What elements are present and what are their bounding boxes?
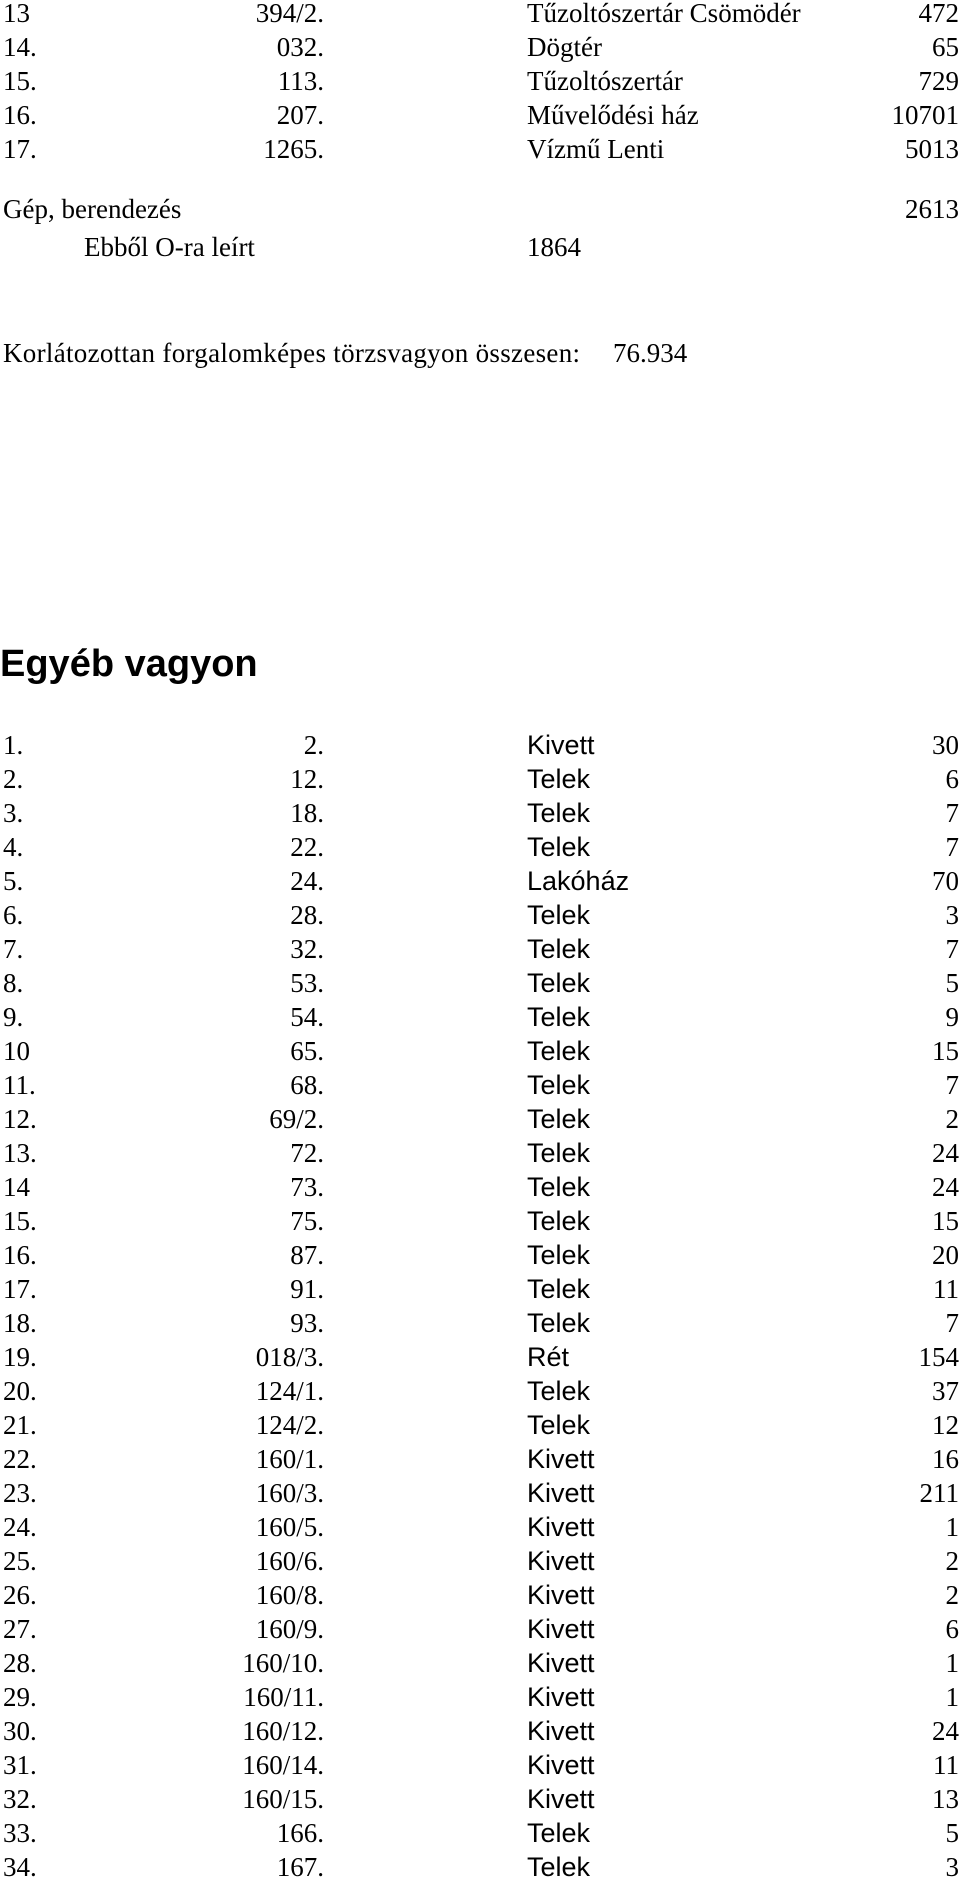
- table-row: [0, 98, 960, 132]
- description: Tűzoltószertár Csömödér: [527, 0, 801, 28]
- description: Telek: [527, 1376, 591, 1406]
- row-number: 10: [3, 1036, 30, 1066]
- value: 15: [932, 1036, 959, 1066]
- row-number: 33.: [3, 1818, 37, 1848]
- description: Rét: [527, 1342, 570, 1372]
- row-number: 27.: [3, 1614, 37, 1644]
- lot-number: 87.: [290, 1240, 324, 1270]
- value: 37: [932, 1376, 959, 1406]
- row-number: 17.: [3, 134, 37, 164]
- description: Kivett: [527, 1784, 595, 1814]
- description: Telek: [527, 1274, 591, 1304]
- table-row: [0, 1748, 960, 1782]
- table-row: [0, 1578, 960, 1612]
- value: 1: [945, 1512, 959, 1542]
- description: Telek: [527, 1002, 591, 1032]
- table-row: [0, 898, 960, 932]
- value: 11: [933, 1750, 959, 1780]
- written-off-value: 1864: [527, 232, 581, 262]
- description: Telek: [527, 1172, 591, 1202]
- description: Telek: [527, 900, 591, 930]
- description: Telek: [527, 934, 591, 964]
- description: Vízmű Lenti: [527, 134, 665, 164]
- table-row: [0, 1850, 960, 1884]
- row-number: 4.: [3, 832, 24, 862]
- table-row: [0, 1340, 960, 1374]
- lot-number: 160/1.: [255, 1444, 324, 1474]
- lot-number: 160/14.: [242, 1750, 324, 1780]
- row-number: 6.: [3, 900, 24, 930]
- lot-number: 124/2.: [255, 1410, 324, 1440]
- description: Telek: [527, 1308, 591, 1338]
- lot-number: 160/5.: [255, 1512, 324, 1542]
- description: Telek: [527, 1070, 591, 1100]
- row-number: 15.: [3, 1206, 37, 1236]
- value: 154: [918, 1342, 959, 1372]
- description: Kivett: [527, 1546, 595, 1576]
- value: 2: [945, 1546, 959, 1576]
- lot-number: 1265.: [263, 134, 324, 164]
- value: 6: [945, 1614, 959, 1644]
- row-number: 12.: [3, 1104, 37, 1134]
- lot-number: 160/9.: [255, 1614, 324, 1644]
- lot-number: 28.: [290, 900, 324, 930]
- value: 472: [918, 0, 959, 28]
- description: Kivett: [527, 1648, 595, 1678]
- value: 2: [945, 1104, 959, 1134]
- table-row: [0, 728, 960, 762]
- row-number: 34.: [3, 1852, 37, 1882]
- lot-number: 160/3.: [255, 1478, 324, 1508]
- value: 30: [932, 730, 959, 760]
- table-row: [0, 864, 960, 898]
- value: 7: [945, 1070, 959, 1100]
- value: 70: [932, 866, 959, 896]
- table-row: [0, 830, 960, 864]
- lot-number: 53.: [290, 968, 324, 998]
- table-row: [0, 966, 960, 1000]
- lot-number: 160/15.: [242, 1784, 324, 1814]
- value: 65: [932, 32, 959, 62]
- row-number: 15.: [3, 66, 37, 96]
- lot-number: 32.: [290, 934, 324, 964]
- lot-number: 65.: [290, 1036, 324, 1066]
- description: Telek: [527, 1206, 591, 1236]
- description: Telek: [527, 1036, 591, 1066]
- table-row: [0, 1000, 960, 1034]
- value: 7: [945, 1308, 959, 1338]
- table-row: [0, 762, 960, 796]
- lot-number: 018/3.: [255, 1342, 324, 1372]
- row-number: 24.: [3, 1512, 37, 1542]
- value: 3: [945, 1852, 959, 1882]
- table-row: [0, 1714, 960, 1748]
- value: 24: [932, 1172, 959, 1202]
- value: 24: [932, 1716, 959, 1746]
- description: Lakóház: [527, 866, 630, 896]
- row-number: 32.: [3, 1784, 37, 1814]
- table-row: [0, 1204, 960, 1238]
- row-number: 5.: [3, 866, 24, 896]
- machines-value: 2613: [905, 194, 959, 224]
- lot-number: 032.: [276, 32, 324, 62]
- row-number: 28.: [3, 1648, 37, 1678]
- description: Kivett: [527, 1614, 595, 1644]
- row-number: 7.: [3, 934, 24, 964]
- table-row: [0, 1068, 960, 1102]
- table-row: [0, 1544, 960, 1578]
- machines-label: Gép, berendezés: [3, 194, 182, 224]
- table-row: [0, 932, 960, 966]
- value: 1: [945, 1648, 959, 1678]
- row-number: 2.: [3, 764, 24, 794]
- lot-number: 160/11.: [243, 1682, 324, 1712]
- row-number: 23.: [3, 1478, 37, 1508]
- row-number: 9.: [3, 1002, 24, 1032]
- table-row: [0, 1476, 960, 1510]
- value: 5: [945, 968, 959, 998]
- row-number: 14: [3, 1172, 30, 1202]
- table-row: [0, 1782, 960, 1816]
- value: 9: [945, 1002, 959, 1032]
- table-row: [0, 1034, 960, 1068]
- description: Kivett: [527, 1512, 595, 1542]
- row-number: 18.: [3, 1308, 37, 1338]
- value: 7: [945, 798, 959, 828]
- description: Telek: [527, 764, 591, 794]
- total-label: Korlátozottan forgalomképes törzsvagyon összesen:: [3, 338, 581, 368]
- table-row: [0, 796, 960, 830]
- description: Telek: [527, 1852, 591, 1882]
- row-number: 21.: [3, 1410, 37, 1440]
- description: Telek: [527, 1818, 591, 1848]
- lot-number: 18.: [290, 798, 324, 828]
- row-number: 26.: [3, 1580, 37, 1610]
- lot-number: 68.: [290, 1070, 324, 1100]
- lot-number: 12.: [290, 764, 324, 794]
- table-row: [0, 1408, 960, 1442]
- table-row: [0, 64, 960, 98]
- description: Művelődési ház: [527, 100, 699, 130]
- row-number: 31.: [3, 1750, 37, 1780]
- table-row: [0, 1170, 960, 1204]
- lot-number: 24.: [290, 866, 324, 896]
- lot-number: 113.: [277, 66, 324, 96]
- description: Telek: [527, 1240, 591, 1270]
- description: Kivett: [527, 1444, 595, 1474]
- description: Telek: [527, 1410, 591, 1440]
- table-row: [0, 1306, 960, 1340]
- table-row: [0, 132, 960, 166]
- table-row: [0, 1238, 960, 1272]
- value: 6: [945, 764, 959, 794]
- value: 13: [932, 1784, 959, 1814]
- row-number: 13.: [3, 1138, 37, 1168]
- lot-number: 160/8.: [255, 1580, 324, 1610]
- table-row: [0, 30, 960, 64]
- lot-number: 93.: [290, 1308, 324, 1338]
- row-number: 8.: [3, 968, 24, 998]
- written-off-label: Ebből O-ra leírt: [84, 232, 255, 262]
- table-row: [0, 1612, 960, 1646]
- lot-number: 54.: [290, 1002, 324, 1032]
- lot-number: 124/1.: [255, 1376, 324, 1406]
- lot-number: 69/2.: [269, 1104, 324, 1134]
- row-number: 30.: [3, 1716, 37, 1746]
- table-row: [0, 1442, 960, 1476]
- description: Dögtér: [527, 32, 602, 62]
- lot-number: 73.: [290, 1172, 324, 1202]
- value: 5: [945, 1818, 959, 1848]
- value: 7: [945, 832, 959, 862]
- lot-number: 2.: [303, 730, 324, 760]
- value: 729: [918, 66, 959, 96]
- lot-number: 75.: [290, 1206, 324, 1236]
- lot-number: 22.: [290, 832, 324, 862]
- row-number: 19.: [3, 1342, 37, 1372]
- row-number: 16.: [3, 100, 37, 130]
- lot-number: 160/12.: [242, 1716, 324, 1746]
- row-number: 14.: [3, 32, 37, 62]
- value: 20: [932, 1240, 959, 1270]
- section-title: Egyéb vagyon: [0, 643, 258, 685]
- lot-number: 166.: [276, 1818, 324, 1848]
- description: Kivett: [527, 1580, 595, 1610]
- description: Kivett: [527, 1682, 595, 1712]
- value: 3: [945, 900, 959, 930]
- row-number: 22.: [3, 1444, 37, 1474]
- value: 16: [932, 1444, 959, 1474]
- table-row: [0, 1680, 960, 1714]
- row-number: 13: [3, 0, 30, 28]
- value: 5013: [905, 134, 959, 164]
- description: Telek: [527, 798, 591, 828]
- lot-number: 160/10.: [242, 1648, 324, 1678]
- table-row: [0, 1272, 960, 1306]
- table-row: [0, 1646, 960, 1680]
- table-row: [0, 1510, 960, 1544]
- description: Kivett: [527, 1716, 595, 1746]
- value: 2: [945, 1580, 959, 1610]
- value: 24: [932, 1138, 959, 1168]
- row-number: 17.: [3, 1274, 37, 1304]
- row-number: 11.: [3, 1070, 36, 1100]
- description: Kivett: [527, 1750, 595, 1780]
- description: Telek: [527, 832, 591, 862]
- lot-number: 91.: [290, 1274, 324, 1304]
- table-row: [0, 1136, 960, 1170]
- table-row: [0, 0, 960, 30]
- value: 11: [933, 1274, 959, 1304]
- value: 10701: [891, 100, 959, 130]
- description: Telek: [527, 1138, 591, 1168]
- value: 211: [919, 1478, 959, 1508]
- row-number: 29.: [3, 1682, 37, 1712]
- description: Telek: [527, 968, 591, 998]
- table-row: [0, 1374, 960, 1408]
- lot-number: 394/2.: [255, 0, 324, 28]
- row-number: 16.: [3, 1240, 37, 1270]
- value: 15: [932, 1206, 959, 1236]
- total-value: 76.934: [613, 338, 688, 368]
- row-number: 20.: [3, 1376, 37, 1406]
- lot-number: 207.: [276, 100, 324, 130]
- lot-number: 160/6.: [255, 1546, 324, 1576]
- row-number: 1.: [3, 730, 24, 760]
- description: Telek: [527, 1104, 591, 1134]
- row-number: 3.: [3, 798, 24, 828]
- value: 1: [945, 1682, 959, 1712]
- value: 7: [945, 934, 959, 964]
- description: Tűzoltószertár: [527, 66, 683, 96]
- description: Kivett: [527, 1478, 595, 1508]
- table-row: [0, 1102, 960, 1136]
- description: Kivett: [527, 730, 595, 760]
- value: 12: [932, 1410, 959, 1440]
- row-number: 25.: [3, 1546, 37, 1576]
- table-row: [0, 1816, 960, 1850]
- lot-number: 72.: [290, 1138, 324, 1168]
- lot-number: 167.: [276, 1852, 324, 1882]
